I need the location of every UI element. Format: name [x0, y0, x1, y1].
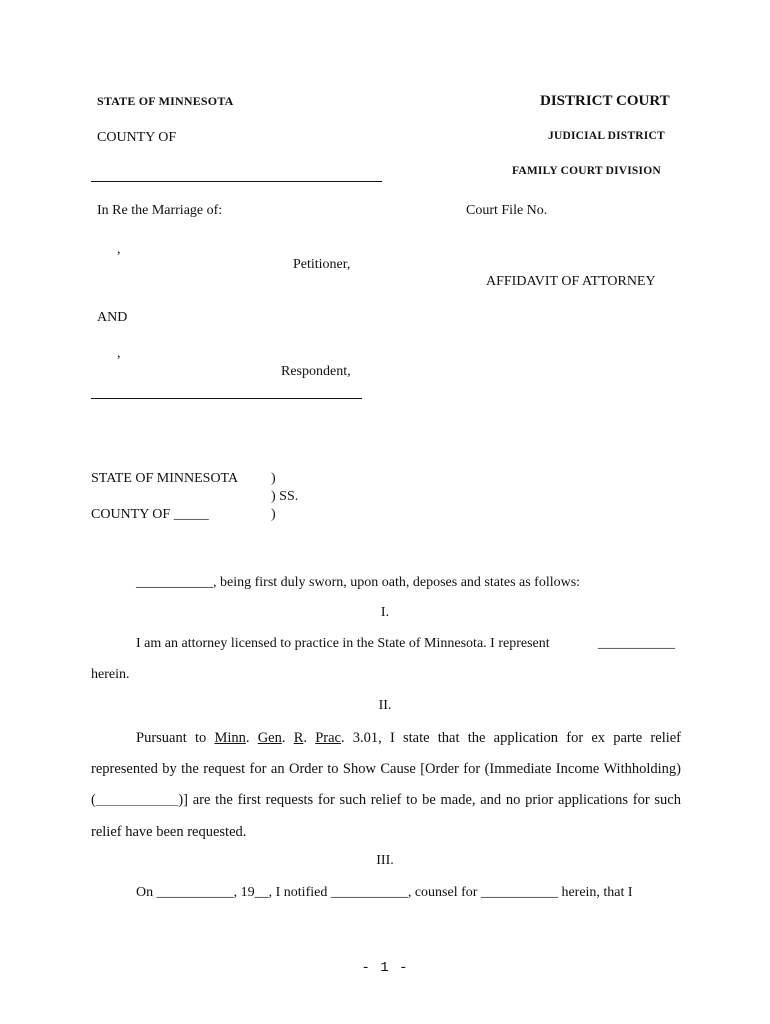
- caption-court-file: Court File No.: [466, 203, 548, 218]
- page-number: - 1 -: [361, 960, 409, 976]
- header-state: STATE OF MINNESOTA: [97, 94, 234, 108]
- header-family-division: FAMILY COURT DIVISION: [512, 165, 661, 177]
- header-district-court: DISTRICT COURT: [540, 93, 670, 109]
- p3-text-d: herein, that I: [557, 885, 633, 900]
- section-heading-2: II.: [378, 698, 392, 713]
- paragraph-1-line: [136, 636, 550, 652]
- caption-document-title: AFFIDAVIT OF ATTORNEY: [486, 274, 656, 289]
- intro-line: [136, 575, 580, 591]
- caption-comma-respondent: ,: [117, 346, 121, 361]
- caption-respondent: Respondent,: [281, 364, 351, 379]
- paragraph-2: [91, 723, 681, 848]
- venue-ss: ) SS.: [271, 489, 299, 504]
- caption-petitioner: Petitioner,: [293, 257, 351, 272]
- p2-dot-2: .: [281, 730, 294, 746]
- p2-text-a: Pursuant to: [136, 730, 215, 746]
- section-heading-1: I.: [380, 605, 390, 620]
- paragraph-1-blank: ___________: [598, 636, 675, 651]
- header-judicial-district: JUDICIAL DISTRICT: [548, 130, 665, 142]
- intro-blank: ___________: [136, 575, 213, 590]
- venue-paren-3: ): [271, 507, 276, 522]
- p2-blank: _______________: [95, 795, 179, 807]
- intro-text: , being first duly sworn, upon oath, deposes and states as follows:: [213, 575, 581, 590]
- venue-state: STATE OF MINNESOTA: [91, 471, 239, 486]
- venue-county: COUNTY OF _____: [91, 507, 209, 522]
- p2-r: R: [293, 730, 304, 746]
- header-rule: [91, 181, 382, 182]
- header-county: COUNTY OF: [97, 130, 177, 145]
- paragraph-3-line: [136, 885, 681, 901]
- p2-text-c: )] are the first requests for such relief to be made, and no prior applications for such relief have been requested.: [91, 792, 681, 840]
- caption-rule: [91, 398, 362, 399]
- p3-blank-3: ___________: [480, 885, 558, 900]
- p3-text-a: On: [136, 885, 157, 900]
- p3-blank-1: ___________: [156, 885, 234, 900]
- paragraph-1-text: I am an attorney licensed to practice in the State of Minnesota. I represent: [136, 636, 550, 651]
- p2-gen: Gen: [257, 730, 282, 746]
- p3-text-c: , counsel for: [407, 885, 481, 900]
- p2-prac: Prac: [315, 730, 341, 746]
- p3-blank-2: ___________: [330, 885, 408, 900]
- venue-paren-1: ): [271, 471, 276, 486]
- p2-minn: Minn: [214, 730, 246, 746]
- p3-text-b: , 19__, I notified: [233, 885, 331, 900]
- section-heading-3: III.: [376, 853, 394, 868]
- p2-dot-3: .: [303, 730, 316, 746]
- caption-in-re: In Re the Marriage of:: [97, 203, 223, 218]
- paragraph-1-end: herein.: [91, 667, 130, 682]
- p2-dot-1: .: [245, 730, 258, 746]
- caption-and: AND: [97, 310, 128, 325]
- p2-text-b: . 3.01, I state that the application for ex parte relief represented by the request for an Order to Show Cause [Order for (Immediate Income Withholding) (: [91, 730, 682, 808]
- caption-comma-petitioner: ,: [117, 242, 121, 257]
